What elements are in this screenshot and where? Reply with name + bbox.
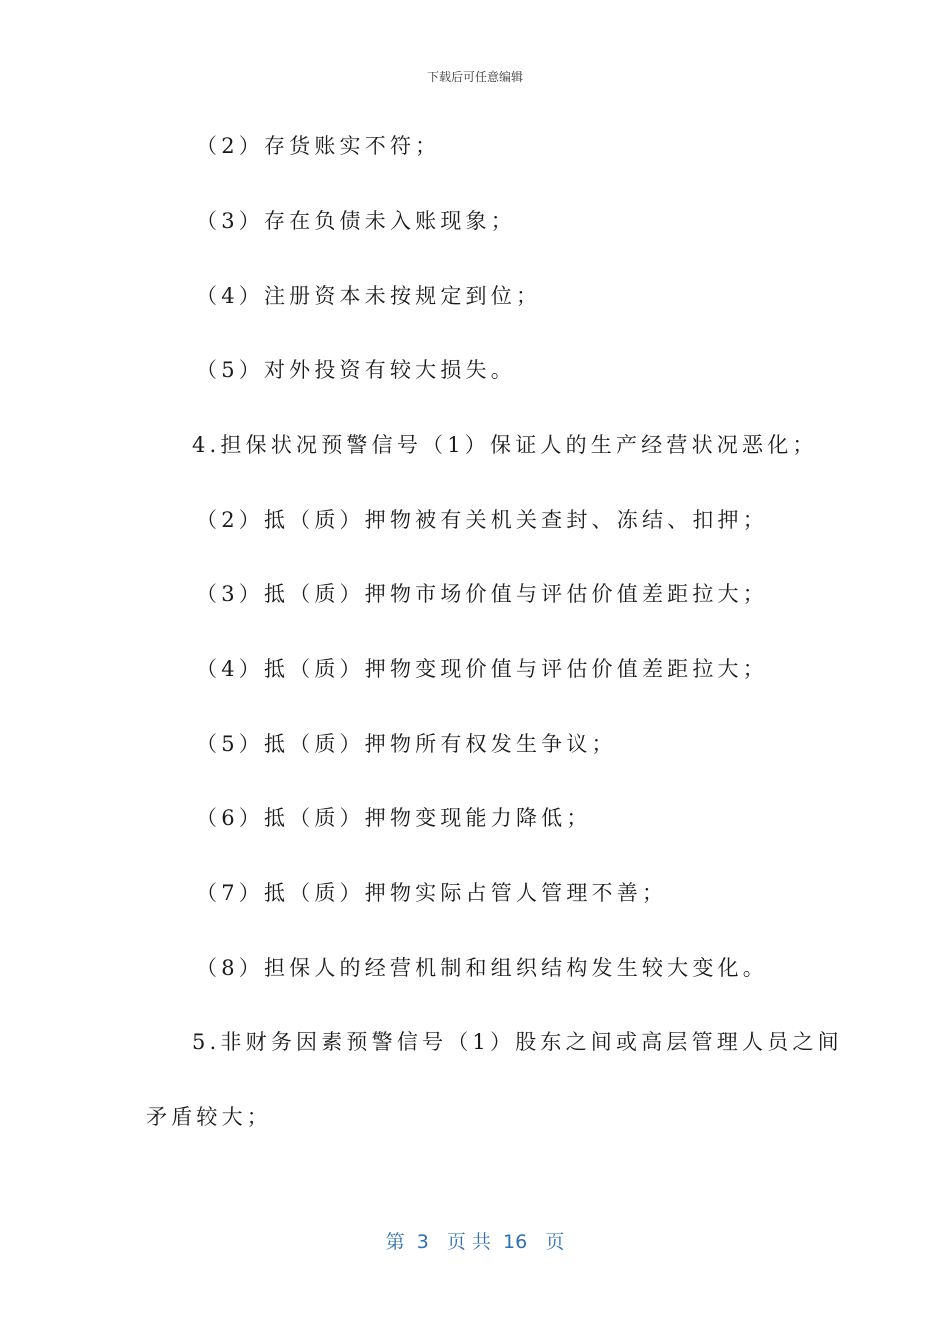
text-line: 5.非财务因素预警信号（1）股东之间或高层管理人员之间 [192, 1030, 843, 1054]
text-line: 矛盾较大； [146, 1105, 272, 1129]
text-line: （5）抵（质）押物所有权发生争议； [196, 732, 617, 756]
text-line: （4）抵（质）押物变现价值与评估价值差距拉大； [196, 657, 768, 681]
text-line: （2）存货账实不符； [196, 134, 441, 158]
text-line: （4）注册资本未按规定到位； [196, 284, 542, 308]
page-header: 下载后可任意编辑 [426, 70, 523, 84]
text-line: （2）抵（质）押物被有关机关查封、冻结、扣押； [196, 508, 768, 532]
text-line: （8）担保人的经营机制和组织结构发生较大变化。 [196, 956, 768, 980]
text-line: （5）对外投资有较大损失。 [196, 358, 516, 382]
text-line: 4.担保状况预警信号（1）保证人的生产经营状况恶化； [192, 433, 818, 457]
text-line: （7）抵（质）押物实际占管人管理不善； [196, 881, 668, 905]
text-line: （3）抵（质）押物市场价值与评估价值差距拉大； [196, 582, 768, 606]
text-line: （3）存在负债未入账现象； [196, 209, 516, 233]
page-footer: 第 3 页 共 16 页 [385, 1231, 565, 1253]
text-line: （6）抵（质）押物变现能力降低； [196, 806, 592, 830]
